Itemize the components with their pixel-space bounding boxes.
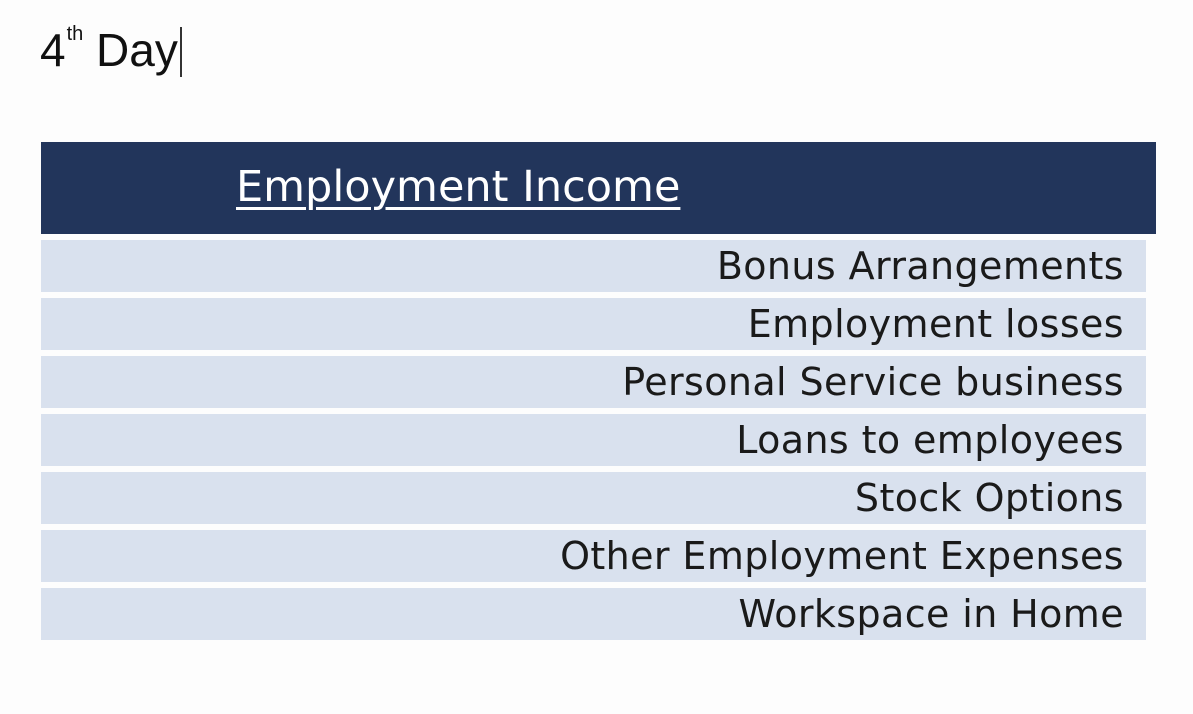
title-number: 4 bbox=[40, 24, 66, 76]
row-label: Bonus Arrangements bbox=[716, 244, 1124, 288]
table-rows bbox=[41, 240, 1156, 640]
table-row bbox=[41, 530, 1146, 582]
title-text: Day bbox=[83, 24, 178, 76]
row-label: Personal Service business bbox=[622, 360, 1124, 404]
topics-table bbox=[41, 142, 1156, 646]
table-row bbox=[41, 240, 1146, 292]
table-row bbox=[41, 298, 1146, 350]
table-row bbox=[41, 356, 1146, 408]
table-header-title: Employment Income bbox=[236, 162, 681, 212]
text-cursor bbox=[180, 27, 182, 77]
row-label: Loans to employees bbox=[736, 418, 1124, 462]
document-title[interactable] bbox=[40, 18, 182, 82]
table-row bbox=[41, 472, 1146, 524]
table-row bbox=[41, 414, 1146, 466]
row-label: Other Employment Expenses bbox=[560, 534, 1124, 578]
row-label: Workspace in Home bbox=[738, 592, 1124, 636]
table-header bbox=[41, 142, 1156, 234]
row-label: Stock Options bbox=[854, 476, 1124, 520]
row-label: Employment losses bbox=[747, 302, 1124, 346]
table-row bbox=[41, 588, 1146, 640]
title-superscript: th bbox=[66, 23, 84, 45]
